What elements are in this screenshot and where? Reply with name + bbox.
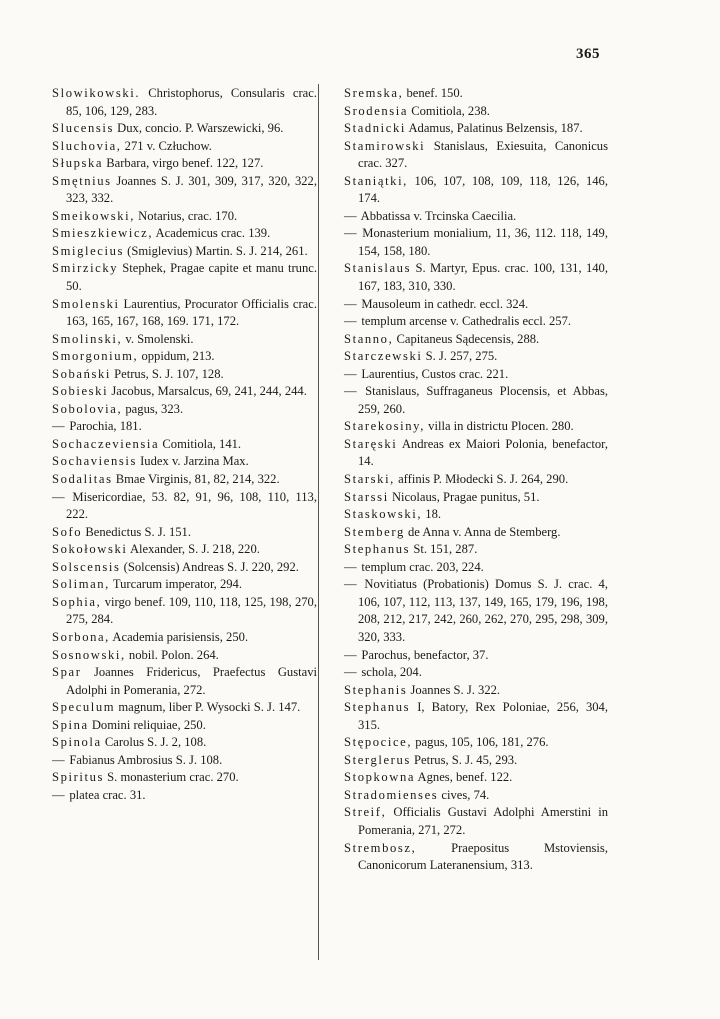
index-entry (344, 699, 608, 734)
index-entry (344, 418, 608, 436)
index-entry (344, 383, 608, 418)
index-entry-text: Misericordiae, 53. 82, 91, 96, 108, 110, 113, 222. (66, 489, 317, 522)
index-entry-text: Alexander, S. J. 218, 220. (127, 542, 260, 557)
index-entry-headword: Slucensis (52, 121, 114, 136)
index-entry-headword: Smieszkiewicz, (52, 226, 154, 241)
index-entry-text: Nicolaus, Pragae punitus, 51. (388, 489, 540, 504)
index-entry-text: I, Batory, Rex Poloniae, 256, 304, 315. (358, 700, 608, 732)
index-entry (344, 524, 608, 542)
index-entry-text: Barbara, virgo benef. 122, 127. (103, 156, 264, 171)
index-entry (52, 629, 317, 647)
index-entry-text: S. Martyr, Epus. crac. 100, 131, 140, 167, 183, 310, 330. (358, 261, 608, 294)
index-entry (344, 85, 608, 103)
index-entry-headword: Staniątki, (344, 173, 408, 188)
index-entry (344, 752, 608, 770)
index-entry-headword: Starczewski (344, 349, 423, 364)
index-entry-headword: — (344, 366, 359, 381)
index-entry-headword: Smorgonium, (52, 349, 139, 364)
index-entry-headword: Streif, (344, 805, 387, 820)
index-entry-text: Agnes, benef. 122. (415, 770, 513, 785)
index-entry-headword: Strembosz, (344, 840, 417, 855)
index-entry-headword: Stadnicki (344, 121, 406, 136)
index-entry-headword: Sokołowski (52, 542, 128, 557)
index-entry-text: templum arcense v. Cathedralis eccl. 257. (358, 314, 572, 329)
index-entry-text: Domini reliquiae, 250. (88, 717, 206, 732)
index-entry (52, 208, 317, 226)
index-entry (52, 471, 317, 489)
index-entry (52, 787, 317, 805)
index-entry-headword: Stopkowna (344, 770, 416, 785)
index-entry-headword: — (344, 384, 359, 399)
index-entry-text: platea crac. 31. (66, 787, 146, 802)
index-entry-text: Joannes S. J. 322. (407, 682, 501, 697)
index-entry-headword: Stanno, (344, 331, 394, 346)
index-entry (52, 576, 317, 594)
index-entry-headword: Srodensia (344, 103, 409, 118)
index-entry-headword: Stemberg (344, 524, 405, 539)
index-entry-headword: Smeikowski, (52, 208, 136, 223)
index-entry-headword: — (344, 559, 359, 574)
index-entry-headword: Spiritus (52, 770, 104, 785)
index-entry-text: Iudex v. Jarzina Max. (136, 454, 249, 469)
index-entry-text: Stanislaus, Exiesuita, Canonicus crac. 327. (358, 138, 608, 171)
index-entry-headword: Sobieski (52, 384, 109, 399)
index-entry (52, 260, 317, 295)
page-number: 365 (576, 46, 600, 62)
index-entry-text: schola, 204. (358, 665, 422, 680)
index-entry (52, 717, 317, 735)
index-entry-headword: — (344, 647, 359, 662)
index-entry (344, 471, 608, 489)
index-entry (52, 243, 317, 261)
index-entry-text: (Smiglevius) Martin. S. J. 214, 261. (123, 243, 308, 258)
index-entry-text: Notarius, crac. 170. (135, 208, 238, 223)
index-entry (52, 664, 317, 699)
index-entry-text: benef. 150. (403, 86, 463, 100)
index-entry-headword: Stępocice, (344, 735, 413, 750)
index-entry (52, 594, 317, 629)
index-entry (52, 348, 317, 366)
index-entry-text: 271 v. Człuchow. (121, 138, 212, 153)
index-entry (52, 418, 317, 436)
index-entry (344, 647, 608, 665)
index-entry-headword: Sochaviensis (52, 454, 137, 469)
index-entry-text: Laurentius, Procurator Officialis crac. 163, 165, 167, 168, 169. 171, 172. (66, 296, 317, 329)
index-entry (344, 348, 608, 366)
index-entry-headword: Słupska (52, 156, 104, 171)
index-entry-text: Mausoleum in cathedr. eccl. 324. (358, 296, 529, 311)
index-entry (344, 769, 608, 787)
index-entry-headword: Slowikowski. (52, 86, 141, 100)
index-entry (344, 734, 608, 752)
index-entry (52, 559, 317, 577)
index-entry-headword: Stephanus (344, 700, 411, 715)
index-entry-text: St. 151, 287. (410, 542, 478, 557)
index-entry-text: Academia parisiensis, 250. (109, 629, 249, 644)
index-entry-headword: Starski, (344, 472, 395, 487)
index-entry-headword: Sodalitas (52, 472, 113, 487)
index-entry-headword: Stephanis (344, 682, 408, 697)
index-entry (52, 120, 317, 138)
index-entry-headword: Soliman, (52, 577, 110, 592)
index-entry-text: 18. (422, 507, 442, 522)
index-entry-headword: Sochaczeviensia (52, 436, 160, 451)
index-entry-headword: Spar (52, 665, 82, 680)
index-entry (52, 541, 317, 559)
index-entry-text: Christophorus, Consularis crac. 85, 106, 129, 283. (66, 86, 317, 118)
index-entry-headword: Speculum (52, 700, 116, 715)
index-entry-text: Stanislaus, Suffraganeus Plocensis, et Abbas, 259, 260. (358, 384, 608, 416)
index-entry (344, 208, 608, 226)
index-entry (52, 453, 317, 471)
index-entry (344, 296, 608, 314)
index-entry (344, 682, 608, 700)
index-entry-text: Academicus crac. 139. (153, 226, 271, 241)
index-entry (344, 436, 608, 471)
index-entry (52, 296, 317, 331)
index-entry-text: Adamus, Palatinus Belzensis, 187. (405, 121, 583, 136)
index-entry-text: Joannes S. J. 301, 309, 317, 320, 322, 323, 332. (66, 173, 317, 206)
index-entry (344, 559, 608, 577)
index-entry (344, 173, 608, 208)
index-entry-headword: Sobański (52, 366, 111, 381)
index-entry-text: v. Smolenski. (122, 331, 194, 346)
column-divider (318, 84, 319, 960)
index-entry-text: Benedictus S. J. 151. (82, 524, 191, 539)
index-entry-text: Officialis Gustavi Adolphi Amerstini in Pomerania, 271, 272. (358, 805, 608, 837)
index-entry (52, 225, 317, 243)
index-entry (344, 541, 608, 559)
index-entry (52, 85, 317, 120)
index-entry-text: pagus, 105, 106, 181, 276. (412, 735, 549, 750)
index-entry (344, 120, 608, 138)
index-entry (344, 313, 608, 331)
index-entry-text: S. J. 257, 275. (422, 349, 498, 364)
index-entry (344, 506, 608, 524)
index-entry-headword: — (52, 419, 67, 434)
index-entry-text: Jacobus, Marsalcus, 69, 241, 244, 244. (108, 384, 307, 399)
index-entry (52, 489, 317, 524)
index-column-right (344, 85, 608, 875)
index-entry-text: Turcarum imperator, 294. (109, 577, 242, 592)
index-entry-text: Praepositus Mstoviensis, Canonicorum Lateranensium, 313. (358, 840, 608, 873)
index-entry-headword: — (52, 787, 67, 802)
index-entry-text: villa in districtu Plocen. 280. (425, 419, 574, 434)
index-entry (344, 664, 608, 682)
index-entry-text: (Solcensis) Andreas S. J. 220, 292. (120, 559, 299, 574)
index-entry-text: Fabianus Ambrosius S. J. 108. (66, 752, 223, 767)
index-entry-headword: Smolinski, (52, 331, 123, 346)
index-entry (52, 366, 317, 384)
index-entry (52, 436, 317, 454)
index-entry-text: Novitiatus (Probationis) Domus S. J. crac. 4, 106, 107, 112, 113, 137, 149, 165, 179, 196, 198, 208, 212, 217, 242, 260, 262, 270, 295, 298, 309, 320, 333. (358, 577, 608, 644)
index-entry-text: Comitiola, 238. (408, 103, 490, 118)
index-entry-text: Petrus, S. J. 45, 293. (410, 752, 518, 767)
index-entry-headword: Stephanus (344, 542, 411, 557)
index-entry-text: de Anna v. Anna de Stemberg. (404, 524, 561, 539)
index-entry-headword: — (52, 752, 67, 767)
index-entry (52, 155, 317, 173)
index-entry-headword: — (52, 489, 67, 504)
index-entry-text: Abbatissa v. Trcinska Caecilia. (358, 208, 517, 223)
index-entry (344, 103, 608, 121)
index-entry-text: affinis P. Młodecki S. J. 264, 290. (394, 472, 569, 487)
index-entry (344, 138, 608, 173)
index-entry (52, 769, 317, 787)
index-entry-headword: — (344, 208, 359, 223)
index-entry (52, 138, 317, 156)
index-entry-headword: Sophia, (52, 594, 102, 609)
index-entry-headword: Staręski (344, 436, 398, 451)
index-entry-headword: Stradomienses (344, 787, 439, 802)
index-entry-headword: — (344, 226, 359, 241)
index-entry (52, 383, 317, 401)
index-entry (52, 524, 317, 542)
index-entry (52, 734, 317, 752)
index-entry (344, 804, 608, 839)
index-entry (52, 173, 317, 208)
index-entry-text: S. monasterium crac. 270. (104, 770, 239, 785)
index-entry-headword: — (344, 665, 359, 680)
index-entry-headword: Smolenski (52, 296, 120, 311)
index-entry-headword: Starekosiny, (344, 419, 425, 434)
index-entry-text: nobil. Polon. 264. (125, 647, 219, 662)
index-entry-text: Stephek, Pragae capite et manu trunc. 50. (66, 261, 317, 294)
index-entry-text: Laurentius, Custos crac. 221. (358, 366, 509, 381)
index-entry-text: templum crac. 203, 224. (358, 559, 484, 574)
index-column-left (52, 85, 317, 804)
index-entry-headword: — (344, 296, 359, 311)
index-entry-headword: Sobolovia, (52, 401, 123, 416)
index-entry-headword: Staskowski, (344, 507, 423, 522)
index-entry-headword: — (344, 314, 359, 329)
index-entry-headword: Sorbona, (52, 629, 110, 644)
index-entry-headword: Solscensis (52, 559, 121, 574)
index-entry (52, 647, 317, 665)
index-entry (52, 699, 317, 717)
index-entry-text: virgo benef. 109, 110, 118, 125, 198, 270, 275, 284. (66, 594, 317, 627)
index-entry-text: Monasterium monialium, 11, 36, 112. 118, 149, 154, 158, 180. (358, 226, 608, 258)
index-entry-headword: Sterglerus (344, 752, 411, 767)
index-entry (344, 489, 608, 507)
index-entry-headword: Smiglecius (52, 243, 124, 258)
index-entry-text: Joannes Fridericus, Praefectus Gustavi Adolphi in Pomerania, 272. (66, 665, 317, 697)
index-entry-headword: Sosnowski, (52, 647, 126, 662)
index-entry-headword: Sluchovia, (52, 138, 122, 153)
index-entry (52, 401, 317, 419)
index-entry (344, 840, 608, 875)
index-entry-text: Parochus, benefactor, 37. (358, 647, 489, 662)
index-entry (344, 225, 608, 260)
index-entry-headword: Smirzicky (52, 261, 119, 276)
index-entry-headword: Smętnius (52, 173, 112, 188)
index-entry-text: Carolus S. J. 2, 108. (101, 735, 207, 750)
index-entry-headword: Spina (52, 717, 89, 732)
index-entry (52, 752, 317, 770)
index-entry-headword: — (344, 577, 359, 592)
index-entry-text: Bmae Virginis, 81, 82, 214, 322. (112, 472, 280, 487)
index-entry-headword: Stamirowski (344, 138, 426, 153)
index-entry-headword: Spinola (52, 735, 102, 750)
index-entry (344, 366, 608, 384)
index-entry-text: Petrus, S. J. 107, 128. (110, 366, 224, 381)
index-entry-text: oppidum, 213. (138, 349, 215, 364)
index-entry (344, 260, 608, 295)
index-entry-text: 106, 107, 108, 109, 118, 126, 146, 174. (358, 173, 608, 206)
index-entry-text: Capitaneus Sądecensis, 288. (393, 331, 540, 346)
index-entry (344, 787, 608, 805)
index-entry-text: Parochia, 181. (66, 419, 142, 434)
index-entry-text: Comitiola, 141. (159, 436, 242, 451)
index-entry-text: cives, 74. (438, 787, 490, 802)
index-entry (344, 576, 608, 646)
index-entry-text: Andreas ex Maiori Polonia, benefactor, 14. (358, 436, 608, 469)
index-entry-headword: Stanislaus (344, 261, 412, 276)
index-entry-headword: Sofo (52, 524, 83, 539)
index-entry-headword: Sremska, (344, 86, 404, 100)
index-entry-text: pagus, 323. (122, 401, 184, 416)
index-entry-text: Dux, concio. P. Warszewicki, 96. (113, 121, 284, 136)
index-entry-headword: Starssi (344, 489, 389, 504)
index-entry (52, 331, 317, 349)
index-entry-text: magnum, liber P. Wysocki S. J. 147. (115, 700, 301, 715)
index-entry (344, 331, 608, 349)
